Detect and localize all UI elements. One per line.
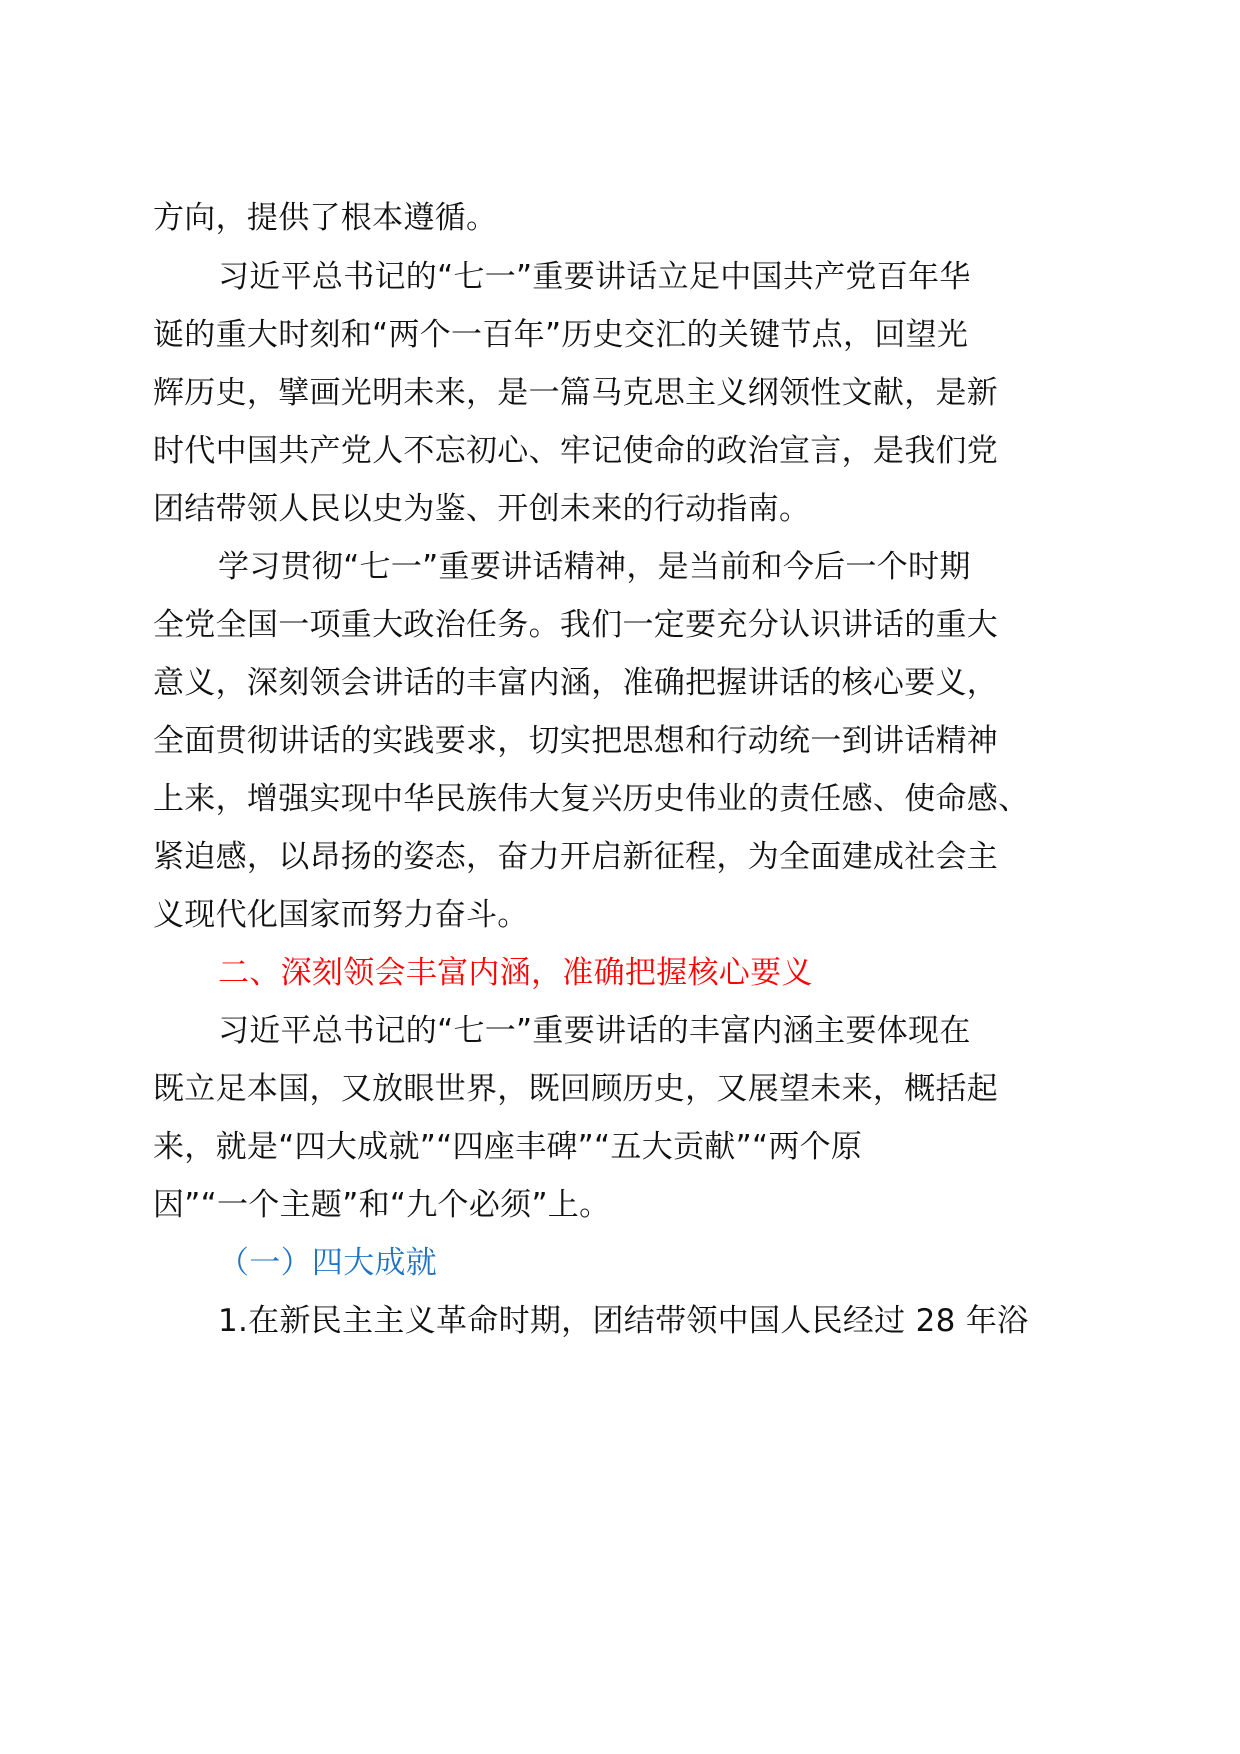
body-line: 既立足本国，又放眼世界，既回顾历史，又展望未来，概括起 — [153, 1071, 999, 1107]
body-line: 因”“一个主题”和“九个必须”上。 — [153, 1187, 611, 1223]
body-line: 意义，深刻领会讲话的丰富内涵，准确把握讲话的核心要义， — [153, 665, 999, 701]
body-line: 团结带领人民以史为鉴、开创未来的行动指南。 — [153, 491, 811, 527]
paragraph-first-line: 习近平总书记的“七一”重要讲话立足中国共产党百年华 — [218, 259, 971, 295]
body-line: 时代中国共产党人不忘初心、牢记使命的政治宣言，是我们党 — [153, 433, 999, 469]
body-line: 义现代化国家而努力奋斗。 — [153, 897, 529, 933]
body-line: 方向，提供了根本遵循。 — [153, 200, 498, 236]
paragraph-first-line: 学习贯彻“七一”重要讲话精神，是当前和今后一个时期 — [218, 549, 971, 585]
paragraph-first-line: 习近平总书记的“七一”重要讲话的丰富内涵主要体现在 — [218, 1013, 971, 1049]
section-heading: 二、深刻领会丰富内涵，准确把握核心要义 — [218, 955, 813, 991]
body-line: 全党全国一项重大政治任务。我们一定要充分认识讲话的重大 — [153, 607, 999, 643]
body-line: 上来，增强实现中华民族伟大复兴历史伟业的责任感、使命感、 — [153, 781, 1030, 817]
body-line: 紧迫感，以昂扬的姿态，奋力开启新征程，为全面建成社会主 — [153, 839, 999, 875]
body-line: 诞的重大时刻和“两个一百年”历史交汇的关键节点，回望光 — [153, 317, 969, 353]
body-line: 辉历史，擘画光明未来，是一篇马克思主义纲领性文献，是新 — [153, 375, 999, 411]
subsection-heading: （一）四大成就 — [218, 1245, 438, 1281]
paragraph-first-line: 1.在新民主主义革命时期，团结带领中国人民经过 28 年浴 — [218, 1303, 1029, 1339]
body-line: 来，就是“四大成就”“四座丰碑”“五大贡献”“两个原 — [153, 1129, 863, 1165]
body-line: 全面贯彻讲话的实践要求，切实把思想和行动统一到讲话精神 — [153, 723, 999, 759]
